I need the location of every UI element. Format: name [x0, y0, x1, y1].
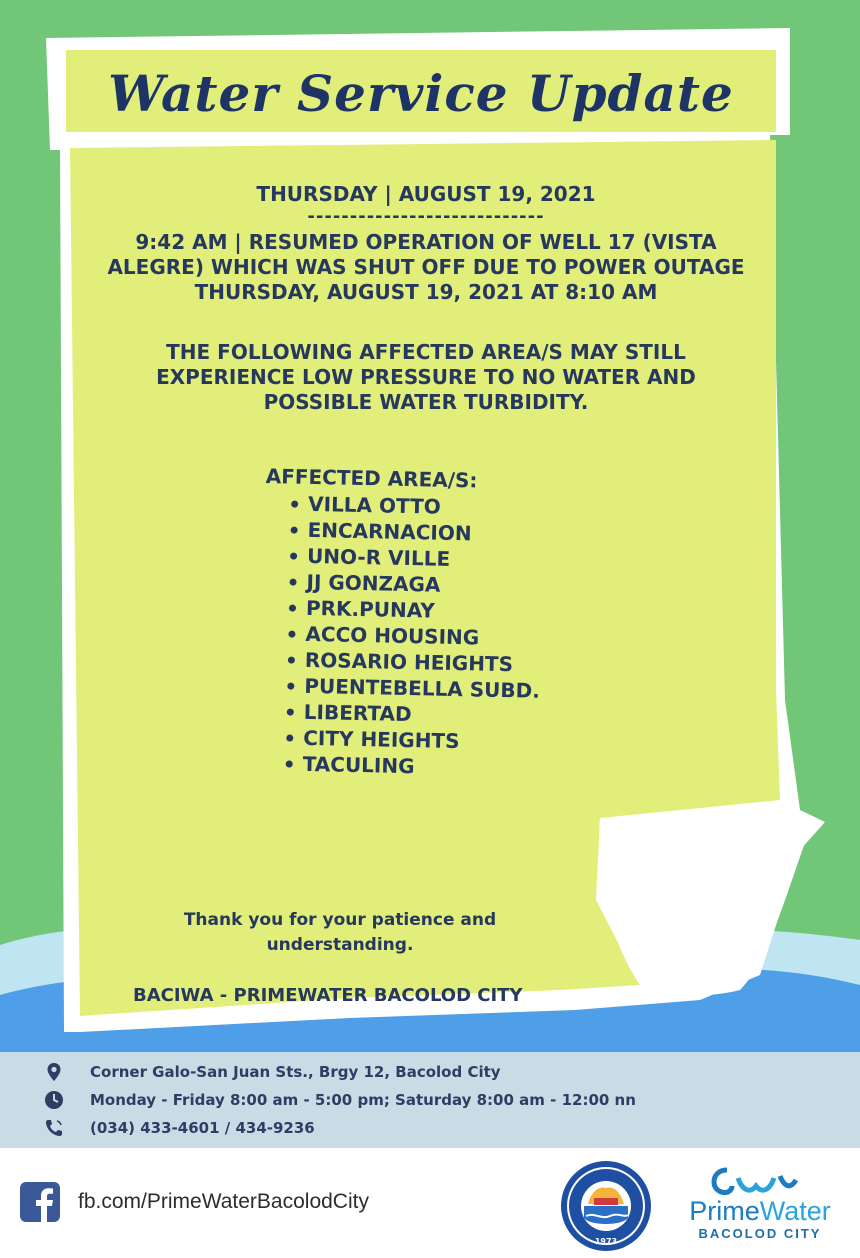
list-item: [285, 750, 538, 781]
phone-icon: [44, 1118, 64, 1138]
area-name: LIBERTAD: [303, 699, 412, 727]
address-text: Corner Galo-San Juan Sts., Brgy 12, Bacolod City: [90, 1063, 501, 1081]
thank-you-text: Thank you for your patience and understanding.: [183, 910, 497, 955]
water-district-seal-icon: [560, 1160, 652, 1252]
bullet-icon: [287, 682, 294, 689]
bullet-icon: [288, 630, 295, 637]
area-name: ENCARNACION: [307, 517, 472, 546]
notice-text: THE FOLLOWING AFFECTED AREA/S MAY STILL EXPERIENCE LOW PRESSURE TO NO WATER AND POSSIBLE WATER TURBIDITY.: [156, 340, 696, 414]
brand-city: BACOLOD CITY: [698, 1226, 822, 1241]
bullet-icon: [291, 500, 298, 507]
primewater-wordmark: [672, 1196, 848, 1227]
affected-areas: [259, 464, 544, 782]
bullet-icon: [290, 552, 297, 559]
bullet-icon: [288, 656, 295, 663]
hours-row: [44, 1088, 636, 1112]
area-name: ACCO HOUSING: [305, 621, 480, 650]
area-name: JJ GONZAGA: [306, 569, 441, 597]
phone-row: [44, 1116, 315, 1140]
bullet-icon: [287, 708, 294, 715]
affected-areas-heading: AFFECTED AREA/S:: [265, 464, 478, 493]
separator-line: ----------------------------: [307, 206, 545, 227]
contact-info-band: [0, 1052, 860, 1148]
hours-text: Monday - Friday 8:00 am - 5:00 pm; Saturday 8:00 am - 12:00 nn: [90, 1091, 636, 1109]
signature: BACIWA - PRIMEWATER BACOLOD CITY: [133, 985, 523, 1006]
clock-icon: [44, 1090, 64, 1110]
area-name: ROSARIO HEIGHTS: [304, 647, 514, 677]
facebook-link[interactable]: fb.com/PrimeWaterBacolodCity: [78, 1190, 369, 1213]
update-text: 9:42 AM | RESUMED OPERATION OF WELL 17 (VISTA ALEGRE) WHICH WAS SHUT OFF DUE TO POWER OUTAGE THURSDAY, AUGUST 19, 2021 AT 8:10 AM: [107, 230, 745, 304]
bullet-icon: [289, 578, 296, 585]
bullet-icon: [291, 526, 298, 533]
page-title: Water Service Update: [108, 63, 734, 123]
bullet-icon: [286, 734, 293, 741]
area-name: CITY HEIGHTS: [303, 725, 460, 754]
area-name: VILLA OTTO: [307, 491, 442, 519]
area-name: PRK.PUNAY: [305, 595, 436, 623]
address-row: [44, 1060, 501, 1084]
brand-prime: Prime: [689, 1196, 760, 1226]
brand-water: Water: [759, 1196, 831, 1226]
area-name: PUENTEBELLA SUBD.: [304, 673, 541, 703]
affected-areas-list: [285, 491, 543, 782]
facebook-icon[interactable]: [20, 1182, 60, 1222]
location-pin-icon: [44, 1062, 64, 1082]
seal-year: 1973: [594, 1237, 618, 1246]
bullet-icon: [286, 760, 293, 767]
area-name: UNO-R VILLE: [306, 543, 451, 571]
date-line: THURSDAY | AUGUST 19, 2021: [256, 182, 596, 206]
area-name: TACULING: [302, 751, 415, 779]
phone-text: (034) 433-4601 / 434-9236: [90, 1119, 315, 1137]
bullet-icon: [289, 604, 296, 611]
